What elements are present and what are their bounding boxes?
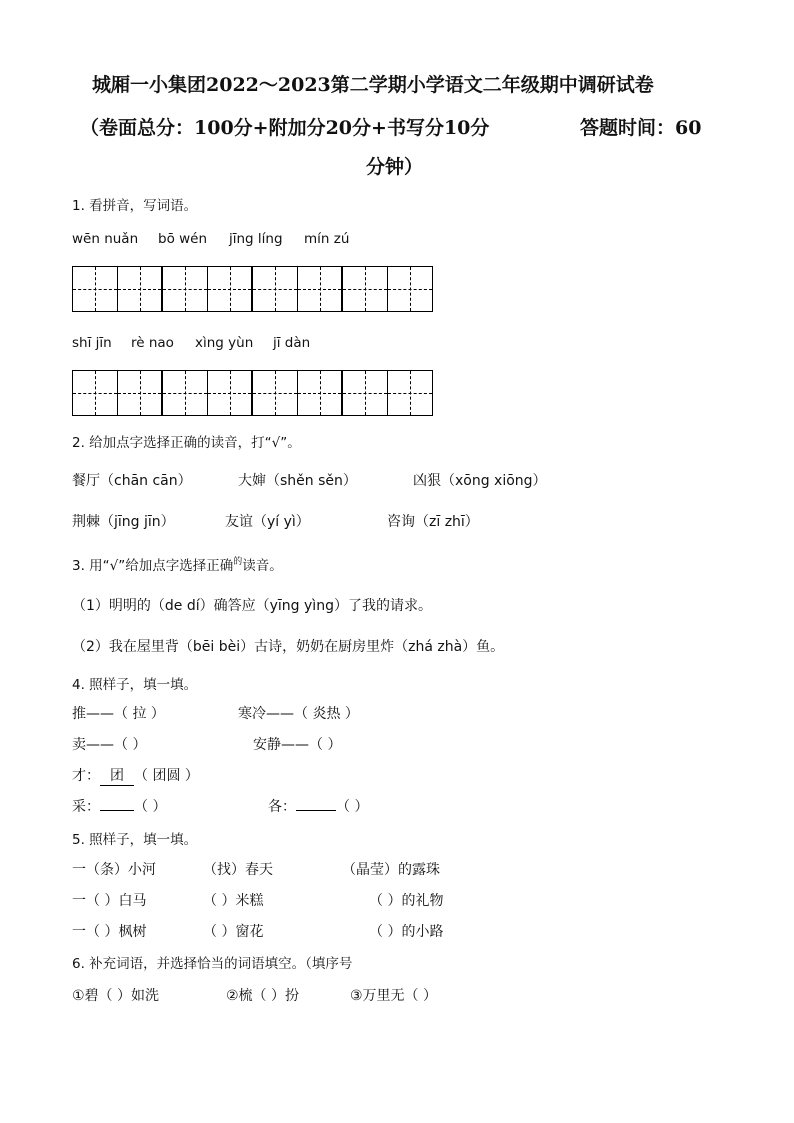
q1-pinyin-6: rè nao <box>131 335 174 351</box>
q4-example-1: 推——（ 拉 ） <box>72 706 165 722</box>
q5-prompt: 5. 照样子，填一填。 <box>72 832 198 848</box>
q1-pinyin-4: mín zú <box>304 231 350 247</box>
q4-l4a-line[interactable] <box>100 810 134 811</box>
q2-item-6[interactable]: 咨询（zī zhī） <box>387 514 479 530</box>
q3-prompt-b: 的 <box>233 557 243 567</box>
q1-writing-grid-2[interactable] <box>72 370 433 416</box>
q4-l4b-prefix: 各： <box>268 799 296 815</box>
q4-l4b-line[interactable] <box>296 810 336 811</box>
q1-pinyin-5: shī jīn <box>72 335 112 351</box>
q4-l4b-suffix: （ ） <box>336 799 369 815</box>
q5-blank-liwu[interactable]: （ ）的礼物 <box>369 893 444 909</box>
q3-prompt-a: 3. 用“√”给加点字选择正确 <box>72 558 234 574</box>
q4-l3-suffix: （ 团圆 ） <box>134 768 199 784</box>
q4-prompt: 4. 照样子，填一填。 <box>72 677 198 693</box>
q4-l4a-prefix: 采： <box>72 799 100 815</box>
q6-item-3[interactable]: ③万里无（ ） <box>350 988 438 1004</box>
q2-item-5[interactable]: 友谊（yí yì） <box>225 514 310 530</box>
q1-pinyin-8: jī dàn <box>273 335 311 351</box>
q2-item-1[interactable]: 餐厅（chān cān） <box>72 473 192 489</box>
q6-item-2[interactable]: ②梳（ ）扮 <box>226 988 300 1004</box>
q6-item-1[interactable]: ①碧（ ）如洗 <box>72 988 160 1004</box>
q2-item-2[interactable]: 大婶（shěn sěn） <box>238 473 357 489</box>
exam-subtitle-right: 答题时间：60 <box>580 117 702 139</box>
q4-blank-anjing[interactable]: 安静——（ ） <box>253 737 342 753</box>
q5-blank-xiaolu[interactable]: （ ）的小路 <box>369 924 444 940</box>
q5-blank-migao[interactable]: （ ）米糕 <box>203 893 264 909</box>
q5-blank-baima[interactable]: 一（ ）白马 <box>72 893 147 909</box>
q1-writing-grid-1[interactable] <box>72 266 433 312</box>
q5-example-3: （晶莹）的露珠 <box>342 862 440 878</box>
q4-l4a-suffix: （ ） <box>134 799 167 815</box>
exam-subtitle-tail: 分钟） <box>366 156 424 178</box>
q5-blank-chuanghua[interactable]: （ ）窗花 <box>203 924 264 940</box>
q2-prompt: 2. 给加点字选择正确的读音，打“√”。 <box>72 435 301 451</box>
q4-l3-blank: 团 <box>100 765 134 786</box>
q5-example-1: 一（条）小河 <box>72 862 156 878</box>
q4-l3-prefix: 才： <box>72 768 100 784</box>
q4-example-2: 寒冷——（ 炎热 ） <box>238 706 359 722</box>
q5-example-2: （找）春天 <box>203 862 273 878</box>
q4-example-3 <box>72 765 199 786</box>
q6-prompt: 6. 补充词语，并选择恰当的词语填空。（填序号 <box>72 956 353 972</box>
q3-prompt <box>72 554 283 574</box>
q1-prompt: 1. 看拼音，写词语。 <box>72 198 198 214</box>
q1-pinyin-7: xìng yùn <box>195 335 254 351</box>
q3-line-1[interactable]: （1）明明的（de dí）确答应（yīng yìng）了我的请求。 <box>72 598 432 614</box>
exam-subtitle-left: （卷面总分：100分+附加分20分+书写分10分 <box>80 117 490 139</box>
q4-blank-ge[interactable] <box>268 796 368 816</box>
q2-item-3[interactable]: 凶狠（xōng xiōng） <box>413 473 547 489</box>
q2-item-4[interactable]: 荆棘（jīng jīn） <box>72 514 175 530</box>
q3-prompt-c: 读音。 <box>242 558 283 574</box>
q5-blank-fengshu[interactable]: 一（ ）枫树 <box>72 924 147 940</box>
q4-blank-cai[interactable] <box>72 796 166 816</box>
q1-pinyin-1: wēn nuǎn <box>72 231 139 247</box>
q4-blank-mai[interactable]: 卖——（ ） <box>72 737 147 753</box>
q1-pinyin-2: bō wén <box>158 231 208 247</box>
exam-title: 城厢一小集团2022～2023第二学期小学语文二年级期中调研试卷 <box>92 74 654 96</box>
q1-pinyin-3: jīng líng <box>229 231 283 247</box>
q3-line-2[interactable]: （2）我在屋里背（bēi bèi）古诗，奶奶在厨房里炸（zhá zhà）鱼。 <box>72 639 505 655</box>
